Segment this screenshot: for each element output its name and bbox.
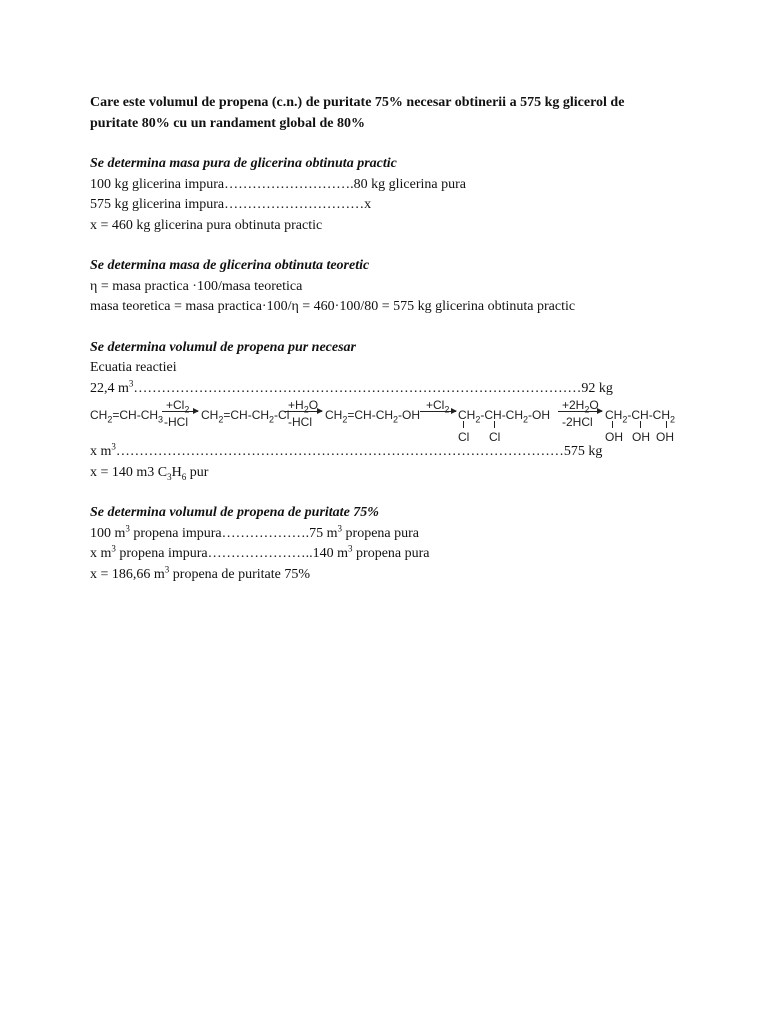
theoretical-mass-line: masa teoretica = masa practica·100/η = 460·100/80 = 575 kg glicerina obtinuta practic bbox=[90, 299, 576, 314]
byproduct-hcl-2: -HCl bbox=[288, 415, 312, 429]
proportion-line-1: 100 kg glicerina impura……………………….80 kg glicerina pura bbox=[90, 176, 466, 192]
result-line-pure-mass: x = 460 kg glicerina pura obtinuta practic bbox=[90, 217, 323, 233]
hydroxyl-group-1: OH bbox=[605, 430, 623, 444]
byproduct-2hcl: -2HCl bbox=[562, 415, 593, 429]
reaction-equation bbox=[90, 400, 710, 442]
section-heading-theoretical-mass: Se determina masa de glicerina obtinuta teoretic bbox=[90, 258, 370, 273]
equation-unknown-volume-line: x $m^3\dots\dots\dots\dots\dots\dots\dots\dots\dots\dots\dots\dots\dots\dots\dots\dots\dots\dots\dots\dots\dots\dots\dots\dots\dots\dots\dots\dots\dots\dots\dots\dots 575$ kg bbox=[90, 441, 603, 459]
section-heading-pure-propene-volume: Se determina volumul de propena pur necesar bbox=[90, 339, 357, 355]
reaction-equation-label: Ecuatia reactiei bbox=[90, 360, 177, 375]
reagent-2h2o: $+2H_2O$ bbox=[562, 398, 599, 415]
propene-formula: $CH_2=CH-CH_3$ bbox=[90, 408, 164, 425]
allyl-chloride-formula: $CH_2=CH-CH_2-Cl$ bbox=[201, 408, 290, 425]
dichlorohydrin-formula: $CH_2-CH-CH_2-OH$ bbox=[458, 408, 551, 425]
chlorine-substituent-1: Cl bbox=[458, 430, 470, 444]
equation-volume-line: 22,4 $m^3\dots\dots\dots\dots\dots\dots\dots\dots\dots\dots\dots\dots\dots\dots\dots\dots\dots\dots\dots\dots\dots\dots\dots\dots\dots\dots\dots\dots\dots\dots\dots\dots 92$ kg bbox=[90, 377, 613, 396]
hydroxyl-group-2: OH bbox=[632, 430, 650, 444]
final-result-line: x = 186,66 $m^3$ propena de puritate 75% bbox=[90, 563, 311, 582]
purity-proportion-line-2: x $m^3$ propena impura…………………..140 $m^3$ propena pura bbox=[90, 543, 430, 561]
section-heading-pure-mass: Se determina masa pura de glicerina obtinuta practic bbox=[90, 156, 397, 171]
document-page bbox=[90, 93, 710, 585]
problem-statement-line-2: puritate 80% cu un randament global de 80% bbox=[90, 115, 365, 131]
allyl-alcohol-formula: $CH_2=CH-CH_2-OH$ bbox=[325, 408, 421, 425]
section-heading-impure-propene-volume: Se determina volumul de propena de puritate 75% bbox=[90, 505, 379, 520]
yield-formula-line: η = masa practica ·100/masa teoretica bbox=[90, 278, 303, 294]
hydroxyl-group-3: OH bbox=[656, 430, 674, 444]
reagent-cl2-2: $+Cl_2$ bbox=[426, 398, 450, 415]
byproduct-hcl-1: -HCl bbox=[164, 415, 188, 429]
reagent-h2o-1: $+H_2O$ bbox=[288, 398, 319, 415]
proportion-line-2: 575 kg glicerina impura…………………………x bbox=[90, 197, 372, 212]
reaction-arrow-3 bbox=[420, 411, 456, 412]
purity-proportion-line-1: 100 $m^3$ propena impura……………….75 $m^3$ propena pura bbox=[90, 522, 419, 541]
problem-statement-line-1: Care este volumul de propena (c.n.) de puritate 75% necesar obtinerii a 575 kg glicerol de bbox=[90, 95, 625, 110]
reagent-cl2: $+Cl_2$ bbox=[166, 398, 190, 415]
result-line-pure-propene: x = 140 m3 $C_3H_6$ pur bbox=[90, 464, 209, 482]
glycerol-formula: $CH_2-CH-CH_2$ bbox=[605, 408, 676, 425]
chlorine-substituent-2: Cl bbox=[489, 430, 501, 444]
